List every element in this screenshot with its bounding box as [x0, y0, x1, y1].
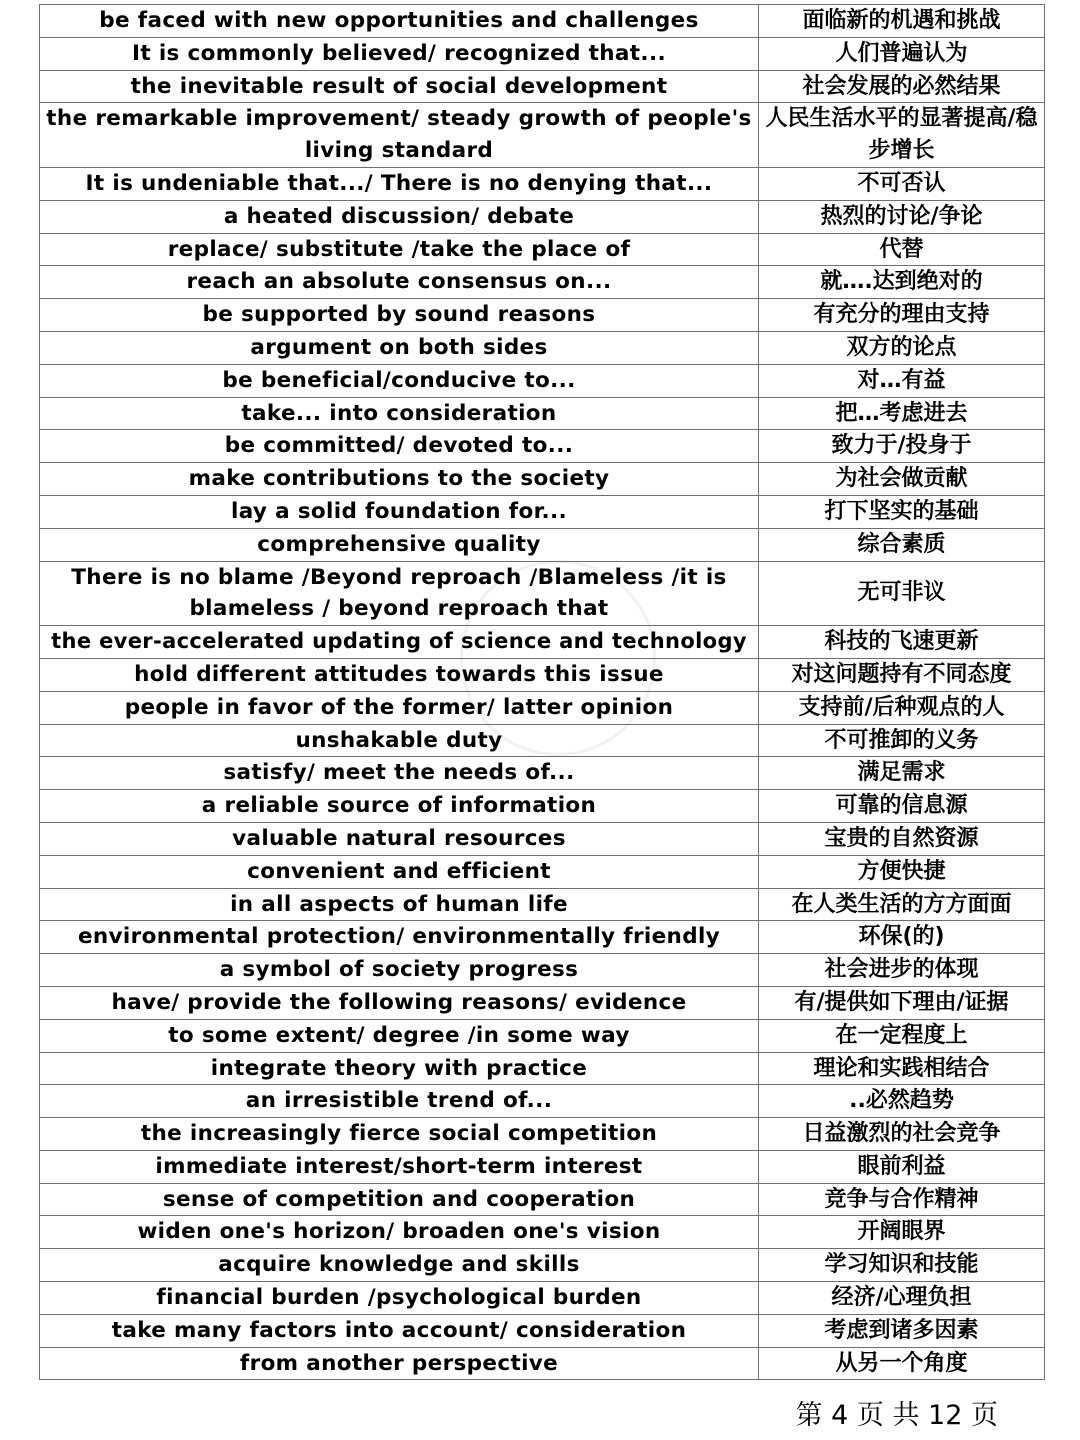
- table-row: [40, 167, 1045, 200]
- english-phrase-cell: take many factors into account/ consideration: [40, 1314, 759, 1347]
- english-phrase-cell: valuable natural resources: [40, 822, 759, 855]
- table-row: [40, 70, 1045, 103]
- chinese-translation-cell: 综合素质: [759, 528, 1045, 561]
- table-row: [40, 1085, 1045, 1118]
- english-phrase-cell: the increasingly fierce social competition: [40, 1118, 759, 1151]
- table-row: [40, 757, 1045, 790]
- table-row: [40, 103, 1045, 168]
- chinese-translation-cell: 有/提供如下理由/证据: [759, 986, 1045, 1019]
- english-phrase-cell: people in favor of the former/ latter opinion: [40, 691, 759, 724]
- chinese-translation-cell: 面临新的机遇和挑战: [759, 5, 1045, 38]
- phrase-table-body: [40, 5, 1045, 1380]
- table-row: [40, 1216, 1045, 1249]
- english-phrase-cell: the inevitable result of social development: [40, 70, 759, 103]
- english-phrase-cell: make contributions to the society: [40, 463, 759, 496]
- page-number: 第 4 页 共 12 页: [795, 1400, 998, 1431]
- english-phrase-cell: be supported by sound reasons: [40, 299, 759, 332]
- chinese-translation-cell: 理论和实践相结合: [759, 1052, 1045, 1085]
- chinese-translation-cell: 竞争与合作精神: [759, 1183, 1045, 1216]
- english-phrase-cell: lay a solid foundation for...: [40, 495, 759, 528]
- english-phrase-cell: hold different attitudes towards this issue: [40, 658, 759, 691]
- english-phrase-cell: be faced with new opportunities and challenges: [40, 5, 759, 38]
- chinese-translation-cell: 眼前利益: [759, 1150, 1045, 1183]
- table-row: [40, 233, 1045, 266]
- table-row: [40, 1052, 1045, 1085]
- table-row: [40, 331, 1045, 364]
- chinese-translation-cell: 人民生活水平的显著提高/稳步增长: [759, 103, 1045, 168]
- chinese-translation-cell: 考虑到诸多因素: [759, 1314, 1045, 1347]
- table-row: [40, 1314, 1045, 1347]
- table-row: [40, 626, 1045, 659]
- table-row: [40, 691, 1045, 724]
- table-row: [40, 528, 1045, 561]
- english-phrase-cell: a reliable source of information: [40, 790, 759, 823]
- english-phrase-cell: immediate interest/short-term interest: [40, 1150, 759, 1183]
- english-phrase-cell: acquire knowledge and skills: [40, 1249, 759, 1282]
- table-row: [40, 1249, 1045, 1282]
- chinese-translation-cell: 日益激烈的社会竞争: [759, 1118, 1045, 1151]
- chinese-translation-cell: 对…有益: [759, 364, 1045, 397]
- chinese-translation-cell: 不可否认: [759, 167, 1045, 200]
- chinese-translation-cell: 开阔眼界: [759, 1216, 1045, 1249]
- chinese-translation-cell: 支持前/后种观点的人: [759, 691, 1045, 724]
- english-phrase-cell: from another perspective: [40, 1347, 759, 1380]
- chinese-translation-cell: 从另一个角度: [759, 1347, 1045, 1380]
- english-phrase-cell: to some extent/ degree /in some way: [40, 1019, 759, 1052]
- english-phrase-cell: in all aspects of human life: [40, 888, 759, 921]
- chinese-translation-cell: 环保(的): [759, 921, 1045, 954]
- table-row: [40, 364, 1045, 397]
- chinese-translation-cell: 宝贵的自然资源: [759, 822, 1045, 855]
- english-phrase-cell: argument on both sides: [40, 331, 759, 364]
- chinese-translation-cell: 致力于/投身于: [759, 430, 1045, 463]
- chinese-translation-cell: 科技的飞速更新: [759, 626, 1045, 659]
- english-phrase-cell: financial burden /psychological burden: [40, 1282, 759, 1315]
- chinese-translation-cell: 满足需求: [759, 757, 1045, 790]
- english-phrase-cell: comprehensive quality: [40, 528, 759, 561]
- chinese-translation-cell: 双方的论点: [759, 331, 1045, 364]
- table-row: [40, 430, 1045, 463]
- english-phrase-cell: the remarkable improvement/ steady growth of people's living standard: [40, 103, 759, 168]
- chinese-translation-cell: 打下坚实的基础: [759, 495, 1045, 528]
- english-phrase-cell: a symbol of society progress: [40, 954, 759, 987]
- chinese-translation-cell: 就….达到绝对的: [759, 266, 1045, 299]
- chinese-translation-cell: ..必然趋势: [759, 1085, 1045, 1118]
- table-row: [40, 724, 1045, 757]
- english-phrase-cell: take... into consideration: [40, 397, 759, 430]
- table-row: [40, 658, 1045, 691]
- english-phrase-cell: have/ provide the following reasons/ evidence: [40, 986, 759, 1019]
- table-row: [40, 1347, 1045, 1380]
- english-phrase-cell: unshakable duty: [40, 724, 759, 757]
- table-row: [40, 495, 1045, 528]
- english-phrase-cell: the ever-accelerated updating of science and technology: [40, 626, 759, 659]
- table-row: [40, 463, 1045, 496]
- table-row: [40, 5, 1045, 38]
- table-row: [40, 954, 1045, 987]
- table-row: [40, 1118, 1045, 1151]
- english-phrase-cell: It is commonly believed/ recognized that...: [40, 37, 759, 70]
- english-phrase-cell: There is no blame /Beyond reproach /Blameless /it is blameless / beyond reproach that: [40, 561, 759, 626]
- table-row: [40, 561, 1045, 626]
- english-phrase-cell: convenient and efficient: [40, 855, 759, 888]
- table-row: [40, 200, 1045, 233]
- chinese-translation-cell: 学习知识和技能: [759, 1249, 1045, 1282]
- chinese-translation-cell: 为社会做贡献: [759, 463, 1045, 496]
- table-row: [40, 986, 1045, 1019]
- table-row: [40, 822, 1045, 855]
- chinese-translation-cell: 人们普遍认为: [759, 37, 1045, 70]
- table-row: [40, 921, 1045, 954]
- chinese-translation-cell: 热烈的讨论/争论: [759, 200, 1045, 233]
- english-phrase-cell: reach an absolute consensus on...: [40, 266, 759, 299]
- english-phrase-cell: environmental protection/ environmentally friendly: [40, 921, 759, 954]
- chinese-translation-cell: 不可推卸的义务: [759, 724, 1045, 757]
- chinese-translation-cell: 方便快捷: [759, 855, 1045, 888]
- chinese-translation-cell: 代替: [759, 233, 1045, 266]
- english-phrase-cell: a heated discussion/ debate: [40, 200, 759, 233]
- english-phrase-cell: integrate theory with practice: [40, 1052, 759, 1085]
- english-phrase-cell: an irresistible trend of...: [40, 1085, 759, 1118]
- chinese-translation-cell: 可靠的信息源: [759, 790, 1045, 823]
- chinese-translation-cell: 对这问题持有不同态度: [759, 658, 1045, 691]
- chinese-translation-cell: 经济/心理负担: [759, 1282, 1045, 1315]
- english-phrase-cell: widen one's horizon/ broaden one's vision: [40, 1216, 759, 1249]
- english-phrase-cell: be beneficial/conducive to...: [40, 364, 759, 397]
- chinese-translation-cell: 社会进步的体现: [759, 954, 1045, 987]
- chinese-translation-cell: 有充分的理由支持: [759, 299, 1045, 332]
- english-phrase-cell: It is undeniable that.../ There is no denying that...: [40, 167, 759, 200]
- phrase-table: [39, 4, 1045, 1380]
- chinese-translation-cell: 把…考虑进去: [759, 397, 1045, 430]
- chinese-translation-cell: 社会发展的必然结果: [759, 70, 1045, 103]
- english-phrase-cell: sense of competition and cooperation: [40, 1183, 759, 1216]
- table-row: [40, 1019, 1045, 1052]
- table-row: [40, 266, 1045, 299]
- table-row: [40, 37, 1045, 70]
- english-phrase-cell: satisfy/ meet the needs of...: [40, 757, 759, 790]
- chinese-translation-cell: 无可非议: [759, 561, 1045, 626]
- table-row: [40, 299, 1045, 332]
- chinese-translation-cell: 在一定程度上: [759, 1019, 1045, 1052]
- table-row: [40, 790, 1045, 823]
- table-row: [40, 1282, 1045, 1315]
- table-row: [40, 855, 1045, 888]
- table-row: [40, 888, 1045, 921]
- english-phrase-cell: replace/ substitute /take the place of: [40, 233, 759, 266]
- chinese-translation-cell: 在人类生活的方方面面: [759, 888, 1045, 921]
- english-phrase-cell: be committed/ devoted to...: [40, 430, 759, 463]
- table-row: [40, 1183, 1045, 1216]
- table-row: [40, 397, 1045, 430]
- table-row: [40, 1150, 1045, 1183]
